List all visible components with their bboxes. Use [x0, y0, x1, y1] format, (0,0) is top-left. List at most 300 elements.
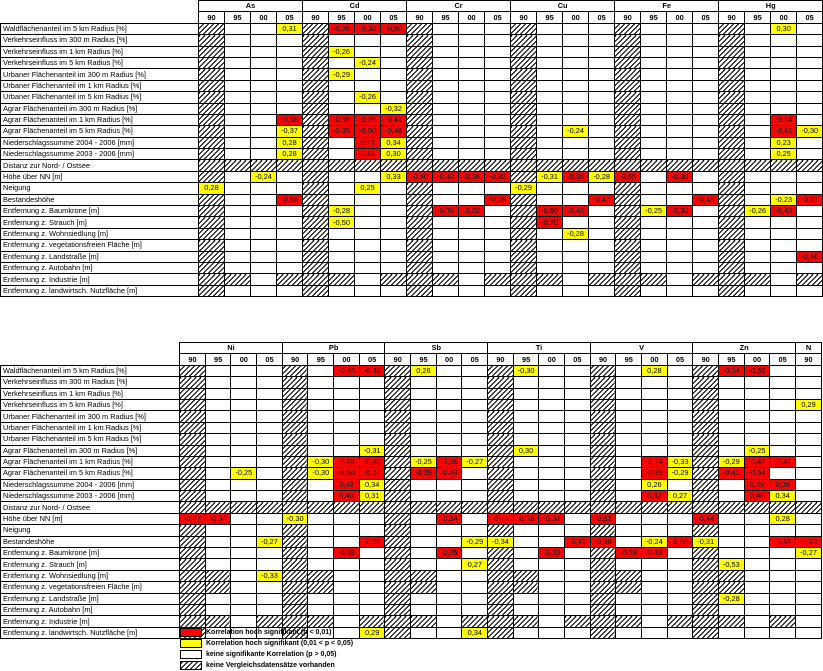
empty-cell: [539, 627, 565, 638]
empty-cell: [589, 262, 615, 273]
no-data-cell: [511, 57, 537, 68]
empty-cell: [485, 240, 511, 251]
empty-cell: [770, 445, 796, 456]
empty-cell: [616, 365, 642, 376]
empty-cell: [719, 377, 745, 388]
empty-cell: [745, 171, 771, 182]
element-header: Fe: [615, 1, 719, 12]
significant-cell: -0,37: [277, 126, 303, 137]
empty-cell: [359, 582, 385, 593]
element-header: As: [199, 1, 303, 12]
row-label: Urbaner Flächenanteil im 300 m Radius [%]: [1, 69, 199, 80]
no-data-cell: [719, 69, 745, 80]
empty-cell: [537, 183, 563, 194]
no-data-cell: [303, 240, 329, 251]
empty-cell: [436, 525, 462, 536]
row-label: Urbaner Flächenanteil im 5 km Radius [%]: [1, 92, 199, 103]
row-label: Urbaner Flächenanteil im 1 km Radius [%]: [1, 422, 180, 433]
row-label: Entfernung z. Baumkrone [m]: [1, 206, 199, 217]
no-data-cell: [385, 570, 411, 581]
no-data-cell: [745, 160, 771, 171]
no-data-cell: [385, 468, 411, 479]
empty-cell: [797, 183, 823, 194]
highly-significant-cell: -0,58: [667, 536, 693, 547]
empty-cell: [745, 183, 771, 194]
empty-cell: [565, 388, 591, 399]
empty-cell: [537, 285, 563, 296]
no-data-cell: [719, 251, 745, 262]
table-row: [1, 160, 823, 171]
empty-cell: [459, 217, 485, 228]
no-data-cell: [180, 388, 206, 399]
table-row: [1, 126, 823, 137]
empty-cell: [797, 23, 823, 34]
empty-cell: [796, 627, 822, 638]
no-data-cell: [303, 57, 329, 68]
table-row: [1, 171, 823, 182]
no-data-cell: [615, 46, 641, 57]
no-data-cell: [511, 149, 537, 160]
empty-cell: [231, 513, 257, 524]
empty-cell: [308, 445, 334, 456]
no-data-cell: [199, 126, 225, 137]
year-header: 00: [231, 354, 257, 365]
empty-cell: [485, 217, 511, 228]
no-data-cell: [488, 616, 514, 627]
no-data-cell: [407, 92, 433, 103]
empty-cell: [205, 525, 231, 536]
no-data-cell: [462, 502, 488, 513]
empty-cell: [565, 365, 591, 376]
empty-cell: [411, 627, 437, 638]
no-data-cell: [385, 548, 411, 559]
no-data-cell: [615, 274, 641, 285]
empty-cell: [436, 559, 462, 570]
no-data-cell: [616, 616, 642, 627]
empty-cell: [770, 548, 796, 559]
row-label: Niederschlagssumme 2003 - 2006 [mm]: [1, 149, 199, 160]
no-data-cell: [303, 262, 329, 273]
no-data-cell: [693, 388, 719, 399]
empty-cell: [251, 251, 277, 262]
empty-cell: [539, 536, 565, 547]
no-data-cell: [407, 217, 433, 228]
empty-cell: [459, 137, 485, 148]
empty-cell: [537, 149, 563, 160]
significant-cell: -0,27: [257, 536, 283, 547]
year-header: 00: [355, 12, 381, 23]
table-row: [1, 365, 822, 376]
empty-cell: [251, 149, 277, 160]
significant-cell: -0,26: [329, 46, 355, 57]
empty-cell: [513, 456, 539, 467]
empty-cell: [667, 570, 693, 581]
empty-cell: [642, 399, 668, 410]
empty-cell: [537, 251, 563, 262]
empty-cell: [641, 228, 667, 239]
empty-cell: [381, 92, 407, 103]
empty-cell: [411, 491, 437, 502]
empty-cell: [616, 388, 642, 399]
highly-significant-cell: -0,35: [411, 468, 437, 479]
empty-cell: [539, 479, 565, 490]
no-data-cell: [334, 502, 360, 513]
empty-cell: [797, 228, 823, 239]
no-data-cell: [488, 627, 514, 638]
empty-cell: [641, 80, 667, 91]
no-data-cell: [719, 240, 745, 251]
empty-cell: [745, 149, 771, 160]
no-data-cell: [693, 491, 719, 502]
empty-cell: [251, 228, 277, 239]
empty-cell: [771, 240, 797, 251]
empty-cell: [205, 377, 231, 388]
empty-cell: [329, 171, 355, 182]
empty-cell: [744, 399, 770, 410]
empty-cell: [797, 57, 823, 68]
empty-cell: [745, 23, 771, 34]
empty-cell: [433, 126, 459, 137]
no-data-cell: [693, 445, 719, 456]
no-data-cell: [303, 126, 329, 137]
empty-cell: [411, 559, 437, 570]
no-data-cell: [488, 456, 514, 467]
no-data-cell: [199, 194, 225, 205]
table-row: [1, 285, 823, 296]
no-data-cell: [565, 502, 591, 513]
empty-cell: [513, 388, 539, 399]
empty-cell: [693, 206, 719, 217]
empty-cell: [797, 69, 823, 80]
no-data-cell: [693, 399, 719, 410]
year-header: 95: [205, 354, 231, 365]
empty-cell: [308, 434, 334, 445]
no-data-cell: [719, 23, 745, 34]
no-data-cell: [615, 160, 641, 171]
empty-cell: [205, 456, 231, 467]
empty-cell: [485, 35, 511, 46]
significant-cell: 0,34: [770, 491, 796, 502]
no-data-cell: [407, 137, 433, 148]
empty-cell: [565, 627, 591, 638]
empty-cell: [411, 479, 437, 490]
empty-cell: [231, 456, 257, 467]
empty-cell: [359, 593, 385, 604]
empty-cell: [381, 251, 407, 262]
empty-cell: [231, 593, 257, 604]
empty-cell: [411, 536, 437, 547]
year-header: 05: [462, 354, 488, 365]
empty-cell: [436, 377, 462, 388]
year-header: 05: [257, 354, 283, 365]
row-label: Verkehrseinfluss im 5 km Radius [%]: [1, 399, 180, 410]
empty-cell: [257, 525, 283, 536]
table-row: [1, 262, 823, 273]
no-data-cell: [590, 434, 616, 445]
empty-cell: [589, 57, 615, 68]
significant-cell: -0,31: [359, 445, 385, 456]
highly-significant-cell: -0,34: [436, 513, 462, 524]
year-header: 90: [282, 354, 308, 365]
empty-cell: [433, 240, 459, 251]
empty-cell: [616, 513, 642, 524]
empty-cell: [205, 434, 231, 445]
empty-cell: [744, 559, 770, 570]
empty-cell: [257, 548, 283, 559]
empty-cell: [277, 46, 303, 57]
no-data-cell: [615, 69, 641, 80]
no-data-cell: [303, 171, 329, 182]
significant-cell: -0,28: [563, 228, 589, 239]
empty-cell: [329, 285, 355, 296]
year-header: 95: [513, 354, 539, 365]
table-row: [1, 570, 822, 581]
no-data-cell: [199, 149, 225, 160]
no-data-cell: [511, 23, 537, 34]
empty-cell: [329, 57, 355, 68]
empty-cell: [433, 285, 459, 296]
year-header: 95: [745, 12, 771, 23]
row-label: Agrar Flächenanteil im 300 m Radius [%]: [1, 445, 180, 456]
highly-significant-cell: 0,48: [744, 491, 770, 502]
empty-cell: [433, 35, 459, 46]
empty-cell: [770, 411, 796, 422]
empty-cell: [616, 422, 642, 433]
empty-cell: [433, 57, 459, 68]
no-data-cell: [282, 525, 308, 536]
empty-cell: [539, 468, 565, 479]
empty-cell: [770, 627, 796, 638]
empty-cell: [231, 434, 257, 445]
row-label: Waldflächenanteil im 5 km Radius [%]: [1, 23, 199, 34]
no-data-cell: [693, 411, 719, 422]
empty-cell: [381, 217, 407, 228]
empty-cell: [796, 388, 822, 399]
year-header: 05: [589, 12, 615, 23]
empty-cell: [539, 422, 565, 433]
no-data-cell: [407, 35, 433, 46]
empty-cell: [462, 468, 488, 479]
empty-cell: [334, 388, 360, 399]
legend-item: [180, 627, 353, 638]
no-data-cell: [407, 160, 433, 171]
no-data-cell: [277, 160, 303, 171]
significant-cell: -0,25: [231, 468, 257, 479]
no-data-cell: [641, 274, 667, 285]
highly-significant-cell: -0,43: [436, 468, 462, 479]
no-data-cell: [615, 92, 641, 103]
empty-cell: [667, 80, 693, 91]
year-header: 00: [251, 12, 277, 23]
empty-cell: [771, 171, 797, 182]
empty-cell: [459, 80, 485, 91]
year-header: 90: [796, 354, 822, 365]
empty-cell: [433, 194, 459, 205]
legend-swatch: [180, 639, 202, 648]
row-label: Agrar Flächenanteil im 300 m Radius [%]: [1, 103, 199, 114]
no-data-cell: [411, 582, 437, 593]
no-data-cell: [511, 35, 537, 46]
no-data-cell: [693, 548, 719, 559]
empty-cell: [770, 365, 796, 376]
no-data-cell: [615, 217, 641, 228]
empty-cell: [462, 570, 488, 581]
empty-cell: [355, 206, 381, 217]
empty-cell: [485, 251, 511, 262]
no-data-cell: [693, 274, 719, 285]
empty-cell: [616, 445, 642, 456]
empty-cell: [667, 46, 693, 57]
year-header: 90: [693, 354, 719, 365]
empty-cell: [537, 262, 563, 273]
header-blank: [1, 1, 199, 12]
significant-cell: 0,28: [642, 365, 668, 376]
empty-cell: [565, 434, 591, 445]
empty-cell: [719, 411, 745, 422]
table-row: [1, 559, 822, 570]
row-label: Urbaner Flächenanteil im 1 km Radius [%]: [1, 80, 199, 91]
empty-cell: [308, 604, 334, 615]
empty-cell: [513, 491, 539, 502]
empty-cell: [744, 525, 770, 536]
empty-cell: [251, 183, 277, 194]
empty-cell: [225, 251, 251, 262]
no-data-cell: [719, 35, 745, 46]
no-data-cell: [282, 582, 308, 593]
highly-significant-cell: -0,54: [744, 468, 770, 479]
empty-cell: [359, 377, 385, 388]
empty-cell: [642, 593, 668, 604]
empty-cell: [771, 57, 797, 68]
empty-cell: [308, 559, 334, 570]
empty-cell: [433, 114, 459, 125]
empty-cell: [329, 183, 355, 194]
highly-significant-cell: -0,41: [771, 126, 797, 137]
empty-cell: [667, 149, 693, 160]
no-data-cell: [615, 206, 641, 217]
year-header: 90: [385, 354, 411, 365]
table-row: [1, 251, 823, 262]
empty-cell: [642, 627, 668, 638]
no-data-cell: [616, 570, 642, 581]
empty-cell: [719, 422, 745, 433]
empty-cell: [745, 228, 771, 239]
element-header: Zn: [693, 343, 796, 354]
empty-cell: [796, 445, 822, 456]
highly-significant-cell: -0,41: [770, 456, 796, 467]
no-data-cell: [693, 582, 719, 593]
no-data-cell: [511, 137, 537, 148]
empty-cell: [225, 57, 251, 68]
no-data-cell: [719, 206, 745, 217]
empty-cell: [257, 456, 283, 467]
empty-cell: [513, 536, 539, 547]
empty-cell: [616, 479, 642, 490]
empty-cell: [462, 604, 488, 615]
no-data-cell: [797, 274, 823, 285]
no-data-cell: [407, 262, 433, 273]
empty-cell: [436, 434, 462, 445]
empty-cell: [513, 479, 539, 490]
no-data-cell: [511, 126, 537, 137]
significant-cell: 0,28: [277, 137, 303, 148]
no-data-cell: [385, 399, 411, 410]
no-data-cell: [719, 137, 745, 148]
empty-cell: [565, 559, 591, 570]
empty-cell: [277, 69, 303, 80]
empty-cell: [334, 582, 360, 593]
empty-cell: [796, 616, 822, 627]
no-data-cell: [719, 262, 745, 273]
highly-significant-cell: -0,40: [407, 171, 433, 182]
empty-cell: [563, 69, 589, 80]
no-data-cell: [719, 570, 745, 581]
legend-text: Korrelation hoch signifikant (p < 0,01): [206, 629, 332, 636]
empty-cell: [563, 262, 589, 273]
row-label: Verkehrseinfluss im 300 m Radius [%]: [1, 377, 180, 388]
empty-cell: [485, 149, 511, 160]
empty-cell: [537, 240, 563, 251]
year-header: 05: [667, 354, 693, 365]
no-data-cell: [488, 548, 514, 559]
empty-cell: [459, 228, 485, 239]
empty-cell: [231, 536, 257, 547]
no-data-cell: [407, 285, 433, 296]
empty-cell: [693, 251, 719, 262]
empty-cell: [667, 92, 693, 103]
no-data-cell: [303, 92, 329, 103]
table-row: [1, 513, 822, 524]
empty-cell: [231, 491, 257, 502]
empty-cell: [485, 46, 511, 57]
empty-cell: [719, 479, 745, 490]
empty-cell: [667, 365, 693, 376]
empty-cell: [745, 114, 771, 125]
empty-cell: [642, 377, 668, 388]
no-data-cell: [615, 126, 641, 137]
empty-cell: [355, 80, 381, 91]
empty-cell: [667, 434, 693, 445]
empty-cell: [563, 103, 589, 114]
highly-significant-cell: -0,70: [537, 217, 563, 228]
empty-cell: [589, 206, 615, 217]
no-data-cell: [303, 103, 329, 114]
empty-cell: [771, 228, 797, 239]
no-data-cell: [590, 582, 616, 593]
highly-significant-cell: -0,41: [381, 114, 407, 125]
no-data-cell: [511, 262, 537, 273]
significant-cell: -0,29: [667, 468, 693, 479]
row-label: Entfernung z. Industrie [m]: [1, 616, 180, 627]
empty-cell: [205, 468, 231, 479]
no-data-cell: [381, 274, 407, 285]
highly-significant-cell: -0,46: [797, 251, 823, 262]
no-data-cell: [199, 114, 225, 125]
significant-cell: 0,30: [513, 445, 539, 456]
no-data-cell: [719, 80, 745, 91]
empty-cell: [771, 46, 797, 57]
significant-cell: -0,24: [642, 536, 668, 547]
empty-cell: [537, 92, 563, 103]
highly-significant-cell: -0,56: [277, 194, 303, 205]
significant-cell: -0,29: [329, 69, 355, 80]
no-data-cell: [488, 582, 514, 593]
empty-cell: [462, 388, 488, 399]
no-data-cell: [590, 422, 616, 433]
row-label: Entfernung z. vegetationsfreien Fläche [m]: [1, 240, 199, 251]
row-label: Entfernung z. Landstraße [m]: [1, 251, 199, 262]
no-data-cell: [693, 468, 719, 479]
